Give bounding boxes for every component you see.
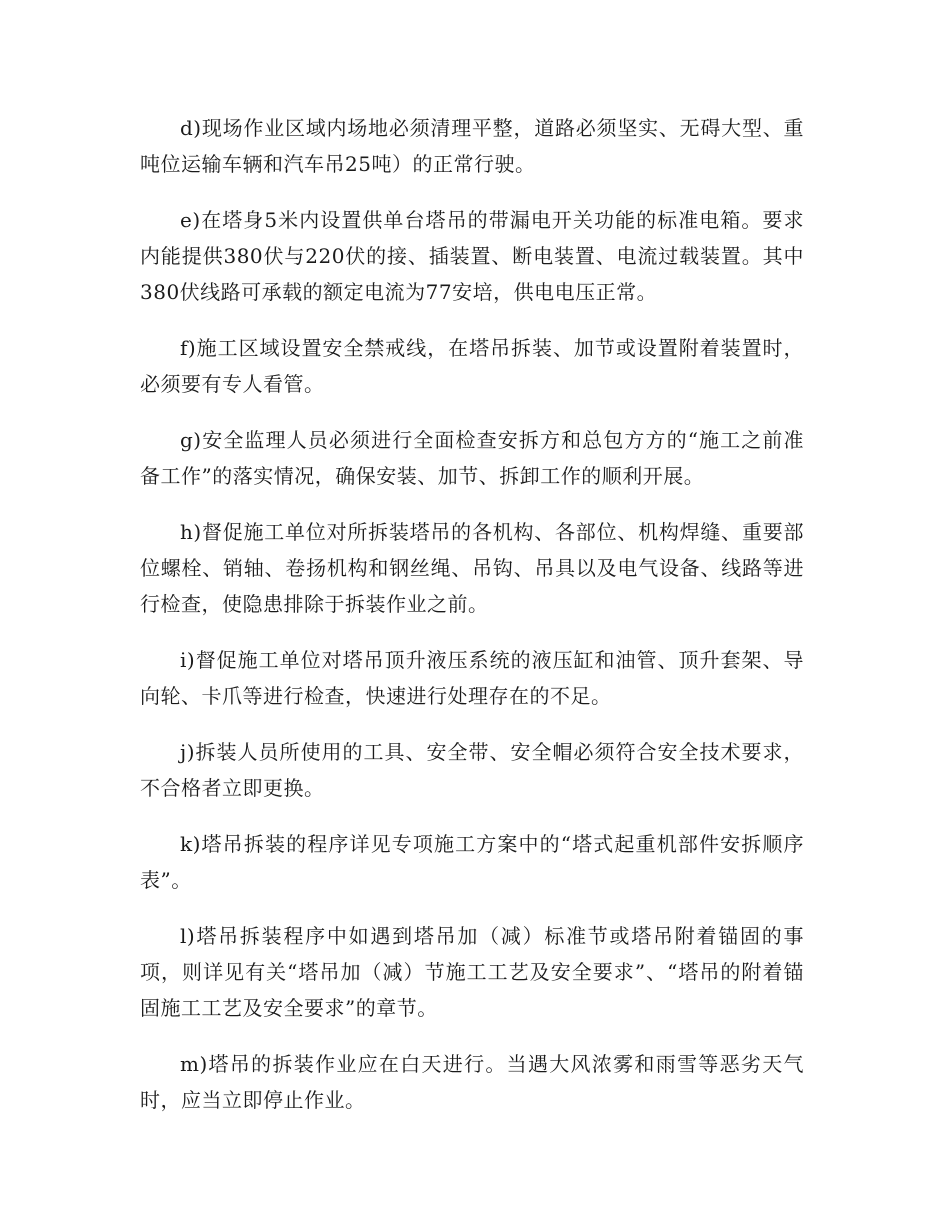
paragraph-g: g)安全监理人员必须进行全面检查安拆方和总包方方的“施工之前准备工作”的落实情况，确保安装、加节、拆卸工作的顺利开展。 <box>140 428 804 488</box>
paragraph-i: i)督促施工单位对塔吊顶升液压系统的液压缸和油管、顶升套架、导向轮、卡爪等进行检查，快速进行处理存在的不足。 <box>140 648 804 708</box>
paragraph-m: m)塔吊的拆装作业应在白天进行。当遇大风浓雾和雨雪等恶劣天气时，应当立即停止作业。 <box>140 1052 804 1112</box>
document-body <box>140 110 804 1138</box>
paragraph-d: d)现场作业区域内场地必须清理平整，道路必须坚实、无碍大型、重吨位运输车辆和汽车吊25吨）的正常行驶。 <box>140 116 804 176</box>
paragraph-h: h)督促施工单位对所拆装塔吊的各机构、各部位、机构焊缝、重要部位螺栓、销轴、卷扬机构和钢丝绳、吊钩、吊具以及电气设备、线路等进行检查，使隐患排除于拆装作业之前。 <box>140 520 804 616</box>
paragraph-f: f)施工区域设置安全禁戒线，在塔吊拆装、加节或设置附着装置时，必须要有专人看管。 <box>140 336 804 396</box>
paragraph-k: k)塔吊拆装的程序详见专项施工方案中的“塔式起重机部件安拆顺序表”。 <box>140 832 804 892</box>
paragraph-j: j)拆装人员所使用的工具、安全带、安全帽必须符合安全技术要求，不合格者立即更换。 <box>140 740 804 800</box>
paragraph-e: e)在塔身5米内设置供单台塔吊的带漏电开关功能的标准电箱。要求内能提供380伏与220伏的接、插装置、断电装置、电流过载装置。其中380伏线路可承载的额定电流为77安培，供电电压正常。 <box>140 208 804 304</box>
paragraph-l: l)塔吊拆装程序中如遇到塔吊加（减）标准节或塔吊附着锚固的事项，则详见有关“塔吊加（减）节施工工艺及安全要求”、“塔吊的附着锚固施工工艺及安全要求”的章节。 <box>140 924 804 1020</box>
